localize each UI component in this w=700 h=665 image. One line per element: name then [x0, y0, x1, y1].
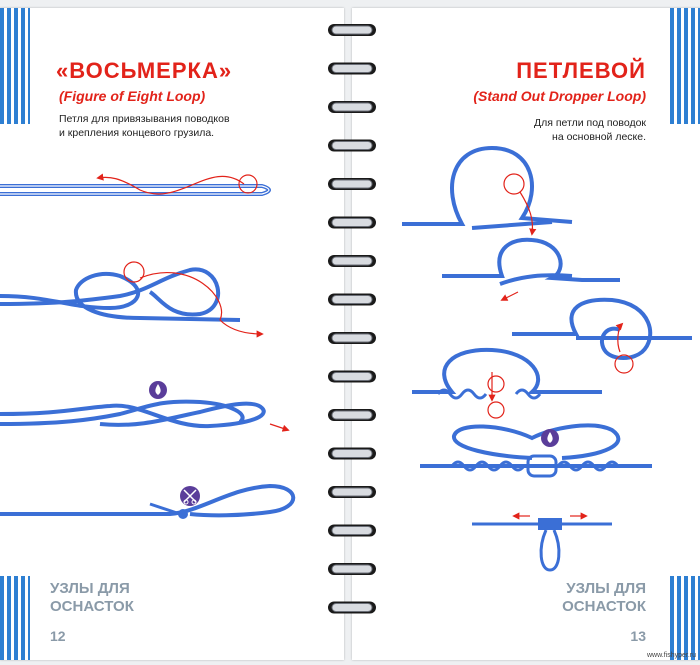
- drop-icon: [541, 429, 559, 447]
- binding-coil: [328, 255, 376, 267]
- binding-coil: [328, 63, 376, 75]
- left-title: «ВОСЬМЕРКА»: [56, 58, 233, 83]
- right-title: ПЕТЛЕВОЙ: [516, 58, 646, 83]
- left-page: [0, 8, 344, 660]
- left-knot-diagrams: [0, 8, 344, 660]
- scissors-icon: [180, 486, 200, 506]
- right-step-6-diagram: [472, 516, 612, 570]
- right-section-label: УЗЛЫ ДЛЯ ОСНАСТОК: [562, 580, 646, 615]
- binding-coil: [328, 294, 376, 306]
- binding-coil: [328, 140, 376, 152]
- right-step-2-diagram: [442, 240, 620, 300]
- binding-coil: [328, 24, 376, 36]
- drop-icon: [149, 381, 167, 399]
- binding-coil: [328, 525, 376, 537]
- right-step-5-diagram: [420, 425, 652, 476]
- spiral-binding: [324, 12, 380, 662]
- binding-coil: [328, 371, 376, 383]
- right-step-1-diagram: [402, 148, 572, 234]
- binding-coil: [328, 101, 376, 113]
- right-step-4-diagram: [412, 350, 602, 418]
- left-step-4-diagram: [0, 486, 293, 519]
- binding-coil: [328, 486, 376, 498]
- watermark: www.fishyper.ru: [646, 652, 696, 659]
- left-section-label: УЗЛЫ ДЛЯ ОСНАСТОК: [50, 580, 134, 615]
- left-step-3-diagram: [0, 402, 288, 430]
- right-step-3-diagram: [512, 300, 692, 373]
- binding-coil: [328, 409, 376, 421]
- binding-coil: [328, 448, 376, 460]
- binding-coil: [328, 178, 376, 190]
- binding-coil: [328, 563, 376, 575]
- right-subtitle: (Stand Out Dropper Loop): [473, 88, 646, 104]
- binding-coil: [328, 602, 376, 614]
- left-page-number: 12: [50, 628, 66, 644]
- left-description: Петля для привязывания поводков и крепления концевого грузила.: [59, 113, 230, 139]
- right-page-number: 13: [630, 628, 646, 644]
- binding-coil: [328, 217, 376, 229]
- left-step-1-diagram: [0, 175, 269, 194]
- left-subtitle: (Figure of Eight Loop): [59, 88, 206, 104]
- right-knot-diagrams: [352, 8, 700, 660]
- binding-coil: [328, 332, 376, 344]
- right-description: Для петли под поводок на основной леске.: [534, 117, 646, 143]
- right-page: [352, 8, 700, 660]
- left-step-2-diagram: [0, 262, 262, 334]
